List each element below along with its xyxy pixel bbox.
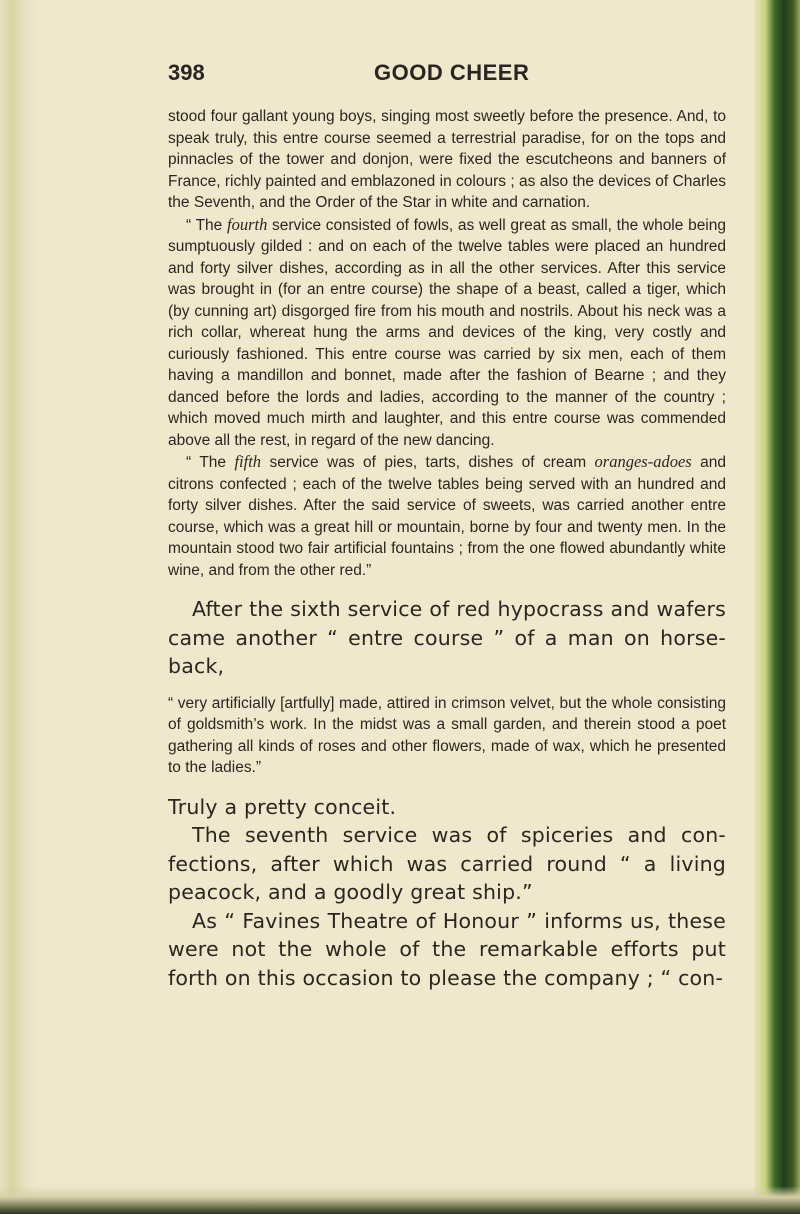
- paragraph-quote-horseman: “ very artificially [artfully] made, attired in crimson velvet, but the whole consisting of goldsmith’s work. In the midst was a small garden, and therein stood a poet gathering all kinds of roses and other flowers, made of wax, which he presented to the ladies.”: [168, 694, 726, 776]
- running-title: GOOD CHEER: [374, 60, 530, 85]
- book-page: [168, 60, 726, 992]
- book-spine-edge: [754, 0, 800, 1214]
- paragraph-seventh-service: The seventh service was of spiceries and con-fections, after which was carried round “ a living peacock, and a goodly great ship.”: [168, 823, 726, 904]
- paragraph-1: stood four gallant young boys, singing most sweetly before the presence. And, to speak truly, this entre course seemed a terrestrial paradise, for on the tops and pinnacles of the tower and donjon, were fixed the escutcheons and banners of France, richly painted and emblazoned in colours ; as also the devices of Charles the Seventh, and the Order of the Star in white and carnation.: [168, 108, 726, 211]
- page-number: 398: [168, 60, 205, 85]
- page-left-edge: [0, 0, 40, 1214]
- paragraph-conceit: Truly a pretty conceit.: [168, 794, 397, 819]
- paragraph-favines: As “ Favines Theatre of Honour ” informs us, these were not the whole of the remarkable efforts put forth on this occasion to please the company ; “ con-: [168, 908, 726, 990]
- page-bottom-edge: [0, 1186, 800, 1214]
- paragraph-fourth-service: “ The fourth service consisted of fowls, as well great as small, the whole being sumptuously gilded : and on each of the twelve tables were placed an hundred and forty silver dishes, according as in all the other services. After this service was brought in (for an entre course) the shape of a beast, called a tiger, which (by cunning art) disgorged fire from his mouth and nostrils. About his neck was a rich collar, whereat hung the arms and devices of the king, very costly and curiously fashioned. This entre course was carried by six men, each of them having a mandillon and bonnet, made after the fashion of Bearne ; and they danced before the lords and ladies, according to the manner of the country ; which moved much mirth and laughter, and this entre course was commended above all the rest, in regard of the new dancing.: [168, 214, 726, 449]
- running-head: [168, 60, 726, 94]
- paragraph-fifth-service: “ The fifth service was of pies, tarts, dishes of cream oranges-adoes and citrons confected ; each of the twelve tables being served with an hundred and forty silver dishes. After the said service of sweets, was carried another entre course, which was a great hill or mountain, borne by four and twenty men. In the mountain stood two fair artificial fountains ; from the one flowed abundantly white wine, and from the other red.”: [168, 452, 726, 579]
- paragraph-sixth-service: After the sixth service of red hypocrass and wafers came another “ entre course ” of a man on horse-back,: [168, 597, 726, 678]
